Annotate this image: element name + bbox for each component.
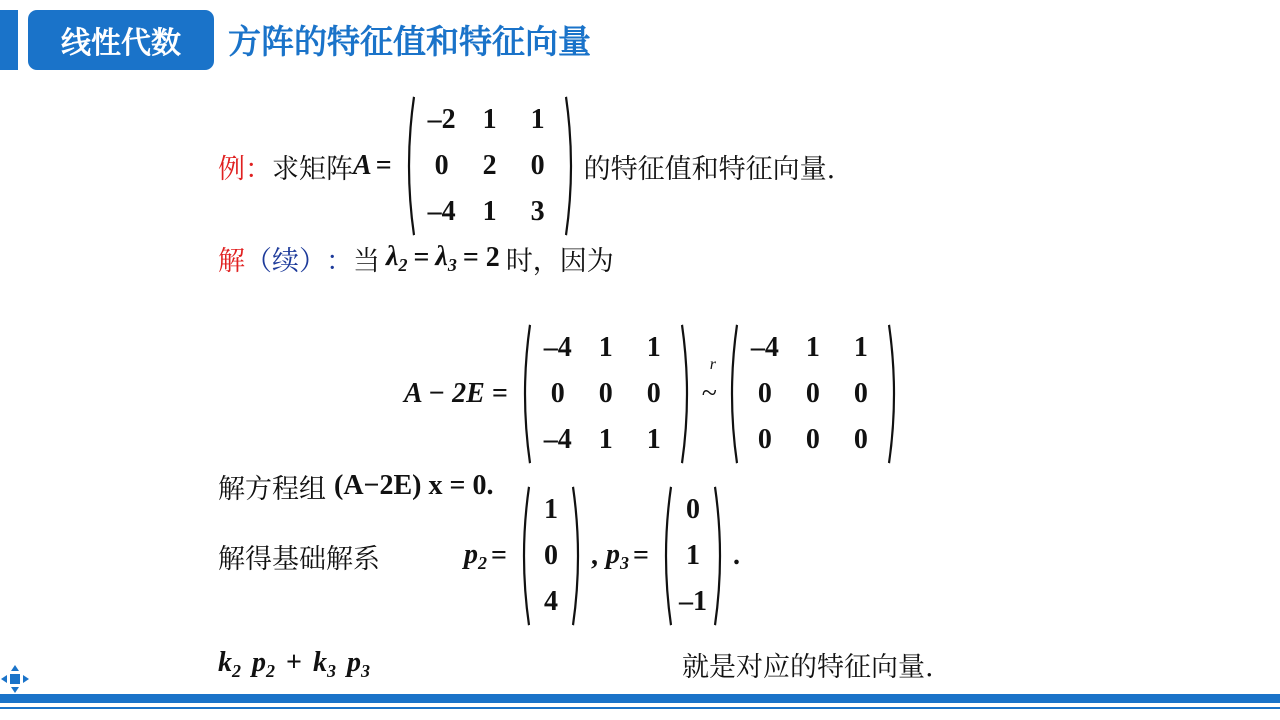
example-prefix: 求矩阵 — [272, 153, 353, 185]
vector-cell: 0 — [543, 540, 558, 571]
matrix-cell: 1 — [646, 424, 661, 455]
matrix-A-grid — [416, 94, 564, 238]
vector-cell: –1 — [678, 586, 707, 617]
equals-sign: = — [413, 242, 430, 273]
example-colon: ： — [245, 153, 272, 185]
matrix-name: A — [353, 150, 372, 181]
vector-p2-grid — [531, 484, 571, 628]
matrix-cell: 0 — [598, 378, 613, 409]
solution-colon: ： — [326, 245, 353, 277]
header-accent-bar — [0, 10, 18, 70]
matrix-cell: 2 — [482, 150, 497, 181]
matrix-cell: 1 — [805, 332, 820, 363]
matrix-cell: 0 — [646, 378, 661, 409]
matrix-cell: 1 — [482, 104, 497, 135]
matrix-cell: 0 — [530, 150, 545, 181]
matrix-cell: 0 — [550, 378, 565, 409]
matrix2-grid — [739, 322, 887, 466]
linear-combination: $k_2$ $p_2 + k_3$ $p_3$ — [218, 646, 370, 681]
example-line — [218, 100, 835, 232]
matrix-cell: 1 — [482, 196, 497, 227]
matrix-A — [402, 94, 578, 238]
p2-label: $p_2$ — [464, 538, 487, 573]
matrix-cell: –4 — [427, 196, 456, 227]
matrix-cell: 3 — [530, 196, 545, 227]
left-paren — [725, 322, 739, 466]
matrix-cell: –4 — [543, 332, 572, 363]
conclusion-text: 就是对应的特征向量. — [681, 651, 934, 683]
matrix-A-minus-2E — [518, 322, 694, 466]
solution-label: 解 — [218, 245, 245, 277]
example-equals: = — [375, 150, 392, 181]
matrix-cell: 0 — [853, 378, 868, 409]
solution-text-because: 时，因为 — [505, 245, 614, 277]
basis-comma: , — [590, 540, 598, 571]
p3-equals: = — [632, 540, 649, 571]
conclusion-line — [218, 644, 934, 684]
row-equivalence-tilde: r ~ — [701, 356, 717, 409]
matrix1-grid — [532, 322, 680, 466]
matrix-cell: 0 — [757, 378, 772, 409]
matrix-cell: 0 — [805, 378, 820, 409]
matrix-cell: –4 — [750, 332, 779, 363]
matrix-cell: 1 — [646, 332, 661, 363]
equals-two: = 2 — [462, 242, 500, 273]
solution-text-when: 当 — [353, 245, 380, 277]
basis-dot: . — [732, 540, 740, 571]
navigation-arrows-icon[interactable] — [0, 664, 30, 694]
system-text: 解方程组 — [218, 473, 326, 505]
left-paren — [402, 94, 416, 238]
vector-cell: 0 — [685, 494, 700, 525]
reduction-lhs: A − 2E = — [404, 378, 508, 409]
matrix-cell: 0 — [757, 424, 772, 455]
slide-title: 方阵的特征值和特征向量 — [228, 22, 591, 61]
vector-cell: 1 — [685, 540, 700, 571]
lambda-3: $\lambda_3$ — [435, 240, 457, 275]
left-paren — [659, 484, 673, 628]
course-badge: 线性代数 — [28, 10, 214, 70]
left-paren — [518, 322, 532, 466]
row-op-label: r — [709, 356, 716, 373]
matrix-reduced — [725, 322, 901, 466]
p2-equals: = — [491, 540, 507, 571]
right-paren — [571, 484, 585, 628]
matrix-cell: –2 — [427, 104, 456, 135]
matrix-cell: 1 — [598, 424, 613, 455]
lambda-2: $\lambda_2$ — [386, 240, 408, 275]
vector-p2 — [517, 484, 585, 628]
matrix-cell: 1 — [530, 104, 545, 135]
vector-p3 — [659, 484, 727, 628]
vector-p3-grid — [673, 484, 713, 628]
solution-cont: （续） — [245, 245, 326, 277]
example-label: 例 — [218, 153, 245, 185]
right-paren — [713, 484, 727, 628]
matrix-cell: –4 — [543, 424, 572, 455]
right-paren — [887, 322, 901, 466]
reduction-line — [404, 326, 907, 462]
matrix-cell: 1 — [598, 332, 613, 363]
basis-line — [218, 488, 740, 624]
example-suffix: 的特征值和特征向量. — [583, 153, 836, 185]
right-paren — [680, 322, 694, 466]
matrix-cell: 1 — [853, 332, 868, 363]
vector-cell: 4 — [543, 586, 558, 617]
basis-text: 解得基础解系 — [218, 543, 380, 575]
matrix-cell: 0 — [434, 150, 449, 181]
matrix-cell: 0 — [853, 424, 868, 455]
p3-label: $p_3$ — [605, 538, 629, 573]
vector-cell: 1 — [543, 494, 558, 525]
left-paren — [517, 484, 531, 628]
system-equation: (A−2E) x = 0. — [334, 470, 494, 501]
solution-line — [218, 238, 614, 278]
right-paren — [564, 94, 578, 238]
footer-bar — [0, 694, 1280, 703]
footer-thin-line — [0, 707, 1280, 709]
matrix-cell: 0 — [805, 424, 820, 455]
